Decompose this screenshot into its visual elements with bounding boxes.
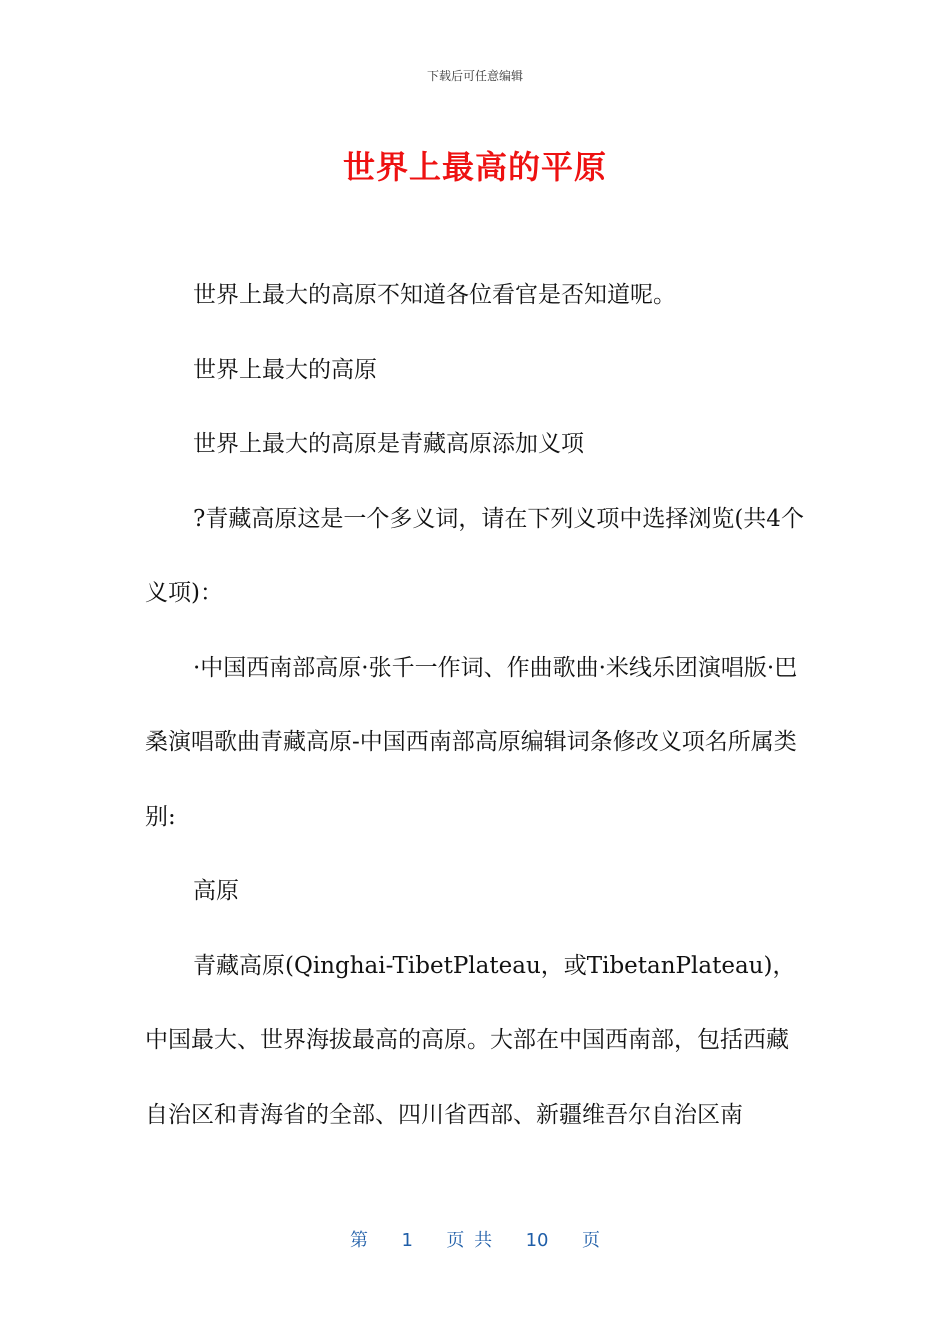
paragraph: ?青藏高原这是一个多义词，请在下列义项中选择浏览(共4个义项)： xyxy=(145,505,804,606)
page-footer xyxy=(0,1226,950,1252)
paragraph: 高原 xyxy=(193,878,239,904)
document-title: 世界上最高的平原 xyxy=(342,148,607,186)
footer-current-page: 1 xyxy=(401,1230,413,1251)
footer-page-prefix: 第 xyxy=(350,1230,369,1251)
paragraph: ·中国西南部高原·张千一作词、作曲歌曲·米线乐团演唱版·巴桑演唱歌曲青藏高原-中国西南部高原编辑词条修改义项名所属类别: xyxy=(145,654,798,830)
footer-total-pages: 10 xyxy=(525,1230,549,1251)
paragraph: 世界上最大的高原不知道各位看官是否知道呢。 xyxy=(193,282,676,308)
footer-page-mid: 页 共 xyxy=(446,1230,493,1251)
paragraph: 青藏高原(Qinghai-TibetPlateau，或TibetanPlateau)，中国最大、世界海拔最高的高原。大部在中国西南部，包括西藏自治区和青海省的全部、四川省西部、新疆维吾尔自治区南 xyxy=(145,952,796,1128)
paragraph: 世界上最大的高原是青藏高原添加义项 xyxy=(193,431,584,457)
document-body xyxy=(145,258,805,1152)
header-note: 下载后可任意编辑 xyxy=(426,69,523,83)
paragraph: 世界上最大的高原 xyxy=(193,356,377,383)
footer-page-suffix: 页 xyxy=(581,1230,600,1251)
